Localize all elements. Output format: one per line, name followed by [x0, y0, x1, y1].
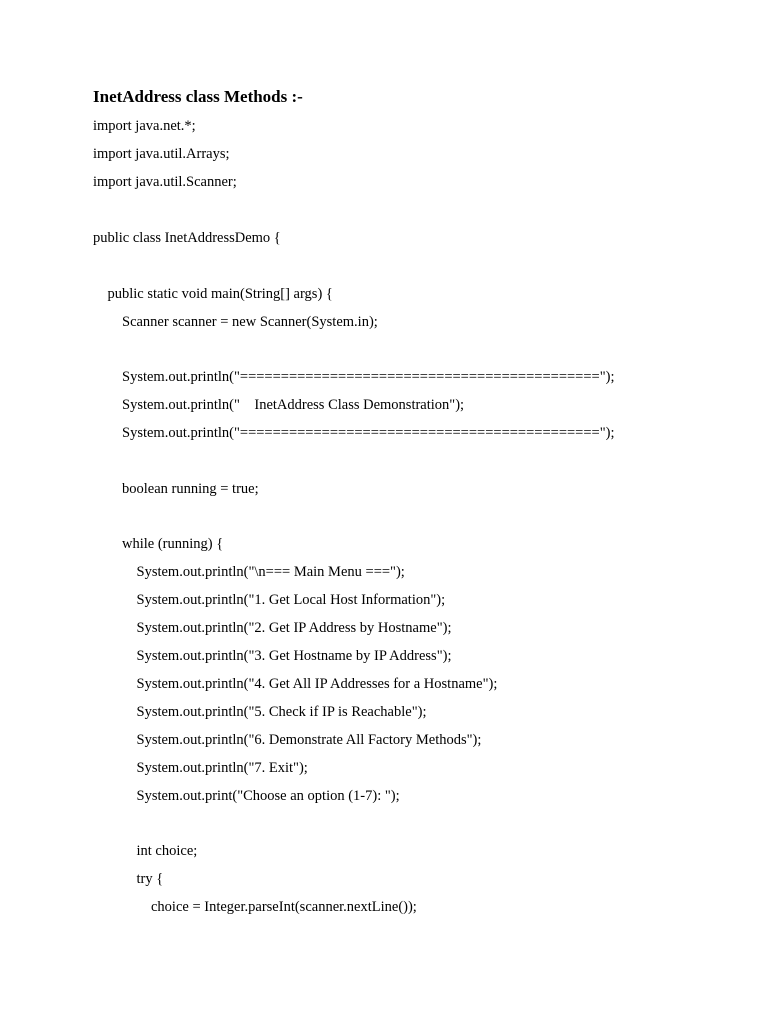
code-line: import java.util.Arrays;: [93, 146, 230, 162]
code-line: System.out.println("2. Get IP Address by Hostname");: [93, 620, 452, 636]
code-line: System.out.println(" InetAddress Class Demonstration");: [93, 397, 465, 413]
code-line: while (running) {: [93, 536, 224, 552]
code-line: System.out.print("Choose an option (1-7): ");: [93, 788, 400, 804]
code-line: public static void main(String[] args) {: [93, 286, 333, 302]
code-line: import java.util.Scanner;: [93, 174, 237, 190]
code-line: System.out.println("4. Get All IP Addresses for a Hostname");: [93, 676, 498, 692]
code-line: public class InetAddressDemo {: [93, 230, 281, 246]
code-line: System.out.println("6. Demonstrate All Factory Methods");: [93, 732, 482, 748]
code-line: System.out.println("============================================");: [93, 369, 615, 385]
code-line: choice = Integer.parseInt(scanner.nextLine());: [93, 899, 417, 915]
code-line: System.out.println("============================================");: [93, 425, 615, 441]
code-line: System.out.println("5. Check if IP is Reachable");: [93, 704, 427, 720]
code-line: System.out.println("\n=== Main Menu ===");: [93, 564, 405, 580]
code-line: try {: [93, 871, 164, 887]
code-line: Scanner scanner = new Scanner(System.in);: [93, 314, 378, 330]
code-line: boolean running = true;: [93, 481, 259, 497]
page-title: InetAddress class Methods :-: [93, 87, 303, 106]
code-line: System.out.println("7. Exit");: [93, 760, 308, 776]
code-line: System.out.println("1. Get Local Host Information");: [93, 592, 446, 608]
code-line: System.out.println("3. Get Hostname by IP Address");: [93, 648, 452, 664]
code-line: import java.net.*;: [93, 118, 196, 134]
code-line: int choice;: [93, 843, 198, 859]
